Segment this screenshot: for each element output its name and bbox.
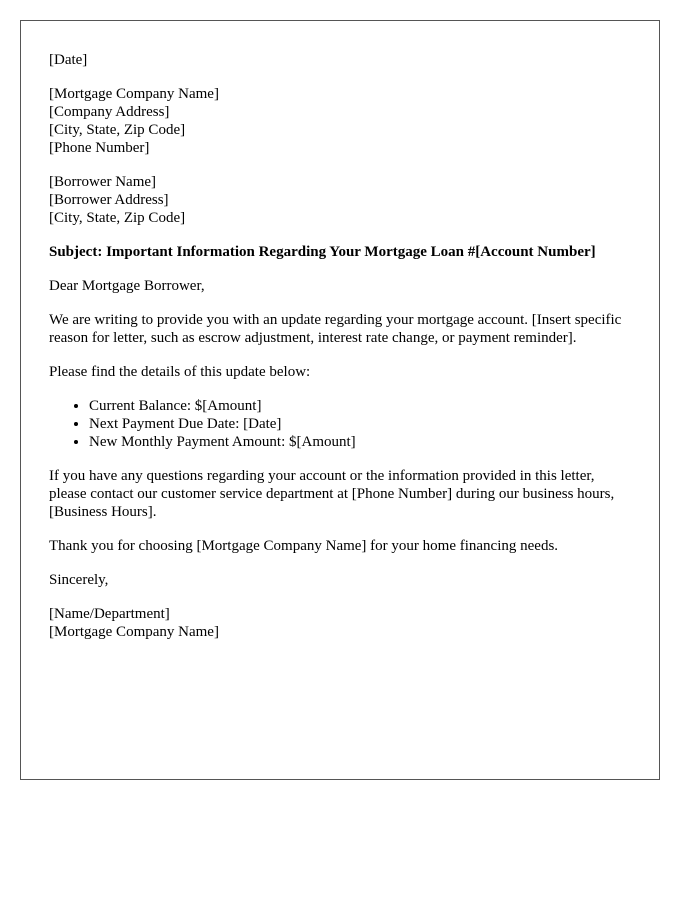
intro-paragraph: We are writing to provide you with an update regarding your mortgage account. [Insert specific reason for letter, such as escrow adjustment, interest rate change, or payment reminder]. (49, 312, 622, 346)
questions-paragraph: If you have any questions regarding your account or the information provided in this letter, please contact our customer service department at [Phone Number] during our business hours, [Business Hours]. (49, 468, 615, 520)
signature-block (49, 605, 631, 641)
detail-next-payment-due: • Next Payment Due Date: [Date] (89, 415, 631, 433)
signature-name-department: [Name/Department] (49, 606, 170, 622)
details-list (49, 397, 631, 451)
sender-city-state-zip: [City, State, Zip Code] (49, 122, 186, 138)
date-text: [Date] (49, 52, 88, 68)
signature-company-name: [Mortgage Company Name] (49, 624, 219, 640)
letter-subject: Subject: Important Information Regarding Your Mortgage Loan #[Account Number] (49, 244, 596, 260)
sender-address-block (49, 85, 631, 157)
detail-current-balance: • Current Balance: $[Amount] (89, 397, 631, 415)
recipient-address: [Borrower Address] (49, 192, 169, 208)
salutation: Dear Mortgage Borrower, (49, 278, 205, 294)
recipient-name: [Borrower Name] (49, 174, 157, 190)
details-lead-paragraph: Please find the details of this update below: (49, 364, 311, 380)
letter-date (49, 51, 631, 69)
letter-page (20, 20, 660, 780)
sender-company-address: [Company Address] (49, 104, 170, 120)
closing: Sincerely, (49, 572, 109, 588)
recipient-city-state-zip: [City, State, Zip Code] (49, 210, 186, 226)
sender-phone: [Phone Number] (49, 140, 150, 156)
thanks-paragraph: Thank you for choosing [Mortgage Company Name] for your home financing needs. (49, 538, 559, 554)
recipient-address-block (49, 173, 631, 227)
sender-company-name: [Mortgage Company Name] (49, 86, 219, 102)
detail-new-monthly-payment: • New Monthly Payment Amount: $[Amount] (89, 433, 631, 451)
